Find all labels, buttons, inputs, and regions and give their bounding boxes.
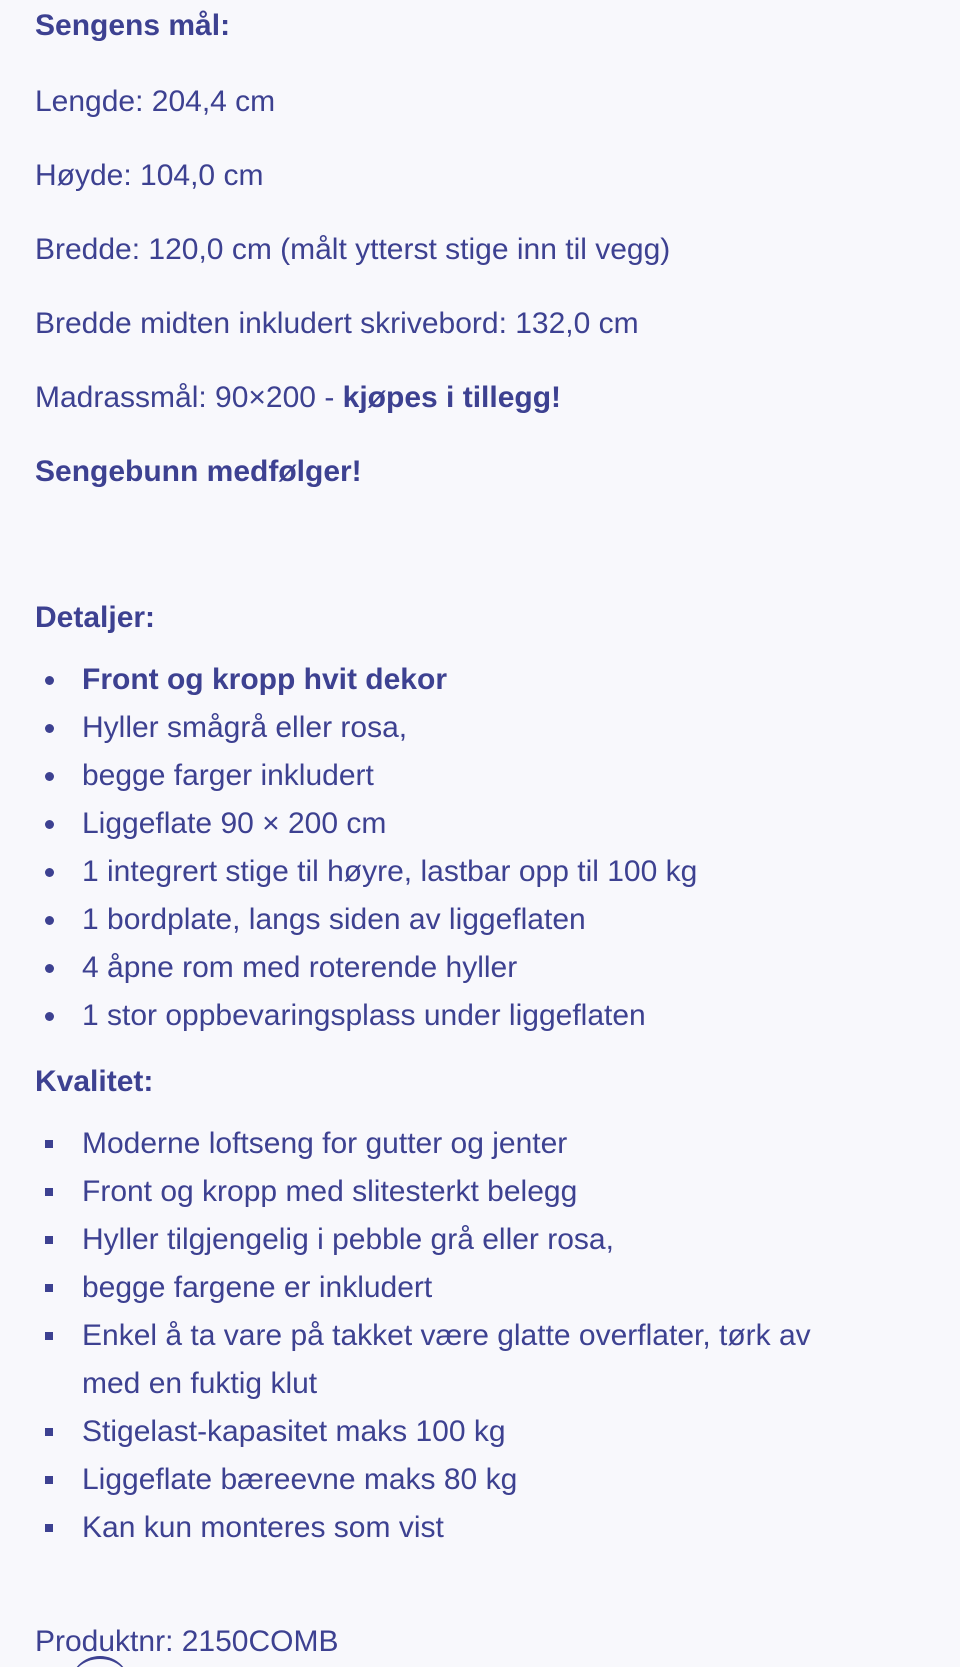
list-item: Hyller tilgjengelig i pebble grå eller rosa,: [0, 1216, 872, 1264]
list-item: Liggeflate 90 × 200 cm: [0, 800, 697, 848]
quality-heading: Kvalitet:: [35, 1065, 154, 1098]
mattress-size: Madrassmål: 90×200 -: [35, 381, 343, 414]
mattress-note: kjøpes i tillegg!: [342, 381, 562, 414]
details-heading: Detaljer:: [35, 601, 156, 634]
list-item: Front og kropp med slitesterkt belegg: [0, 1168, 872, 1216]
quality-list: [0, 1120, 872, 1552]
list-item: Front og kropp hvit dekor: [0, 656, 697, 704]
list-item: Kan kun monteres som vist: [0, 1504, 872, 1552]
product-number: Produktnr: 2150COMB: [35, 1625, 339, 1658]
width-middle-text: Bredde midten inkludert skrivebord: 132,0 cm: [35, 307, 639, 340]
list-item: 1 integrert stige til høyre, lastbar opp til 100 kg: [0, 848, 697, 896]
height-text: Høyde: 104,0 cm: [35, 159, 264, 192]
list-item: 1 bordplate, langs siden av liggeflaten: [0, 896, 697, 944]
list-item: begge farger inkludert: [0, 752, 697, 800]
width-text: Bredde: 120,0 cm (målt ytterst stige inn til vegg): [35, 233, 671, 266]
list-item: 1 stor oppbevaringsplass under liggeflaten: [0, 992, 697, 1040]
length-text: Lengde: 204,4 cm: [35, 85, 276, 118]
dimensions-heading: Sengens mål:: [35, 9, 231, 42]
details-list: [0, 656, 697, 1040]
list-item: Enkel å ta vare på takket være glatte overflater, tørk av med en fuktig klut: [0, 1312, 872, 1408]
bed-base-text: Sengebunn medfølger!: [35, 455, 362, 488]
list-item: Moderne loftseng for gutter og jenter: [0, 1120, 872, 1168]
list-item: Liggeflate bæreevne maks 80 kg: [0, 1456, 872, 1504]
mattress-text: [35, 380, 561, 416]
list-item: 4 åpne rom med roterende hyller: [0, 944, 697, 992]
list-item: Hyller smågrå eller rosa,: [0, 704, 697, 752]
list-item: begge fargene er inkludert: [0, 1264, 872, 1312]
list-item: Stigelast-kapasitet maks 100 kg: [0, 1408, 872, 1456]
